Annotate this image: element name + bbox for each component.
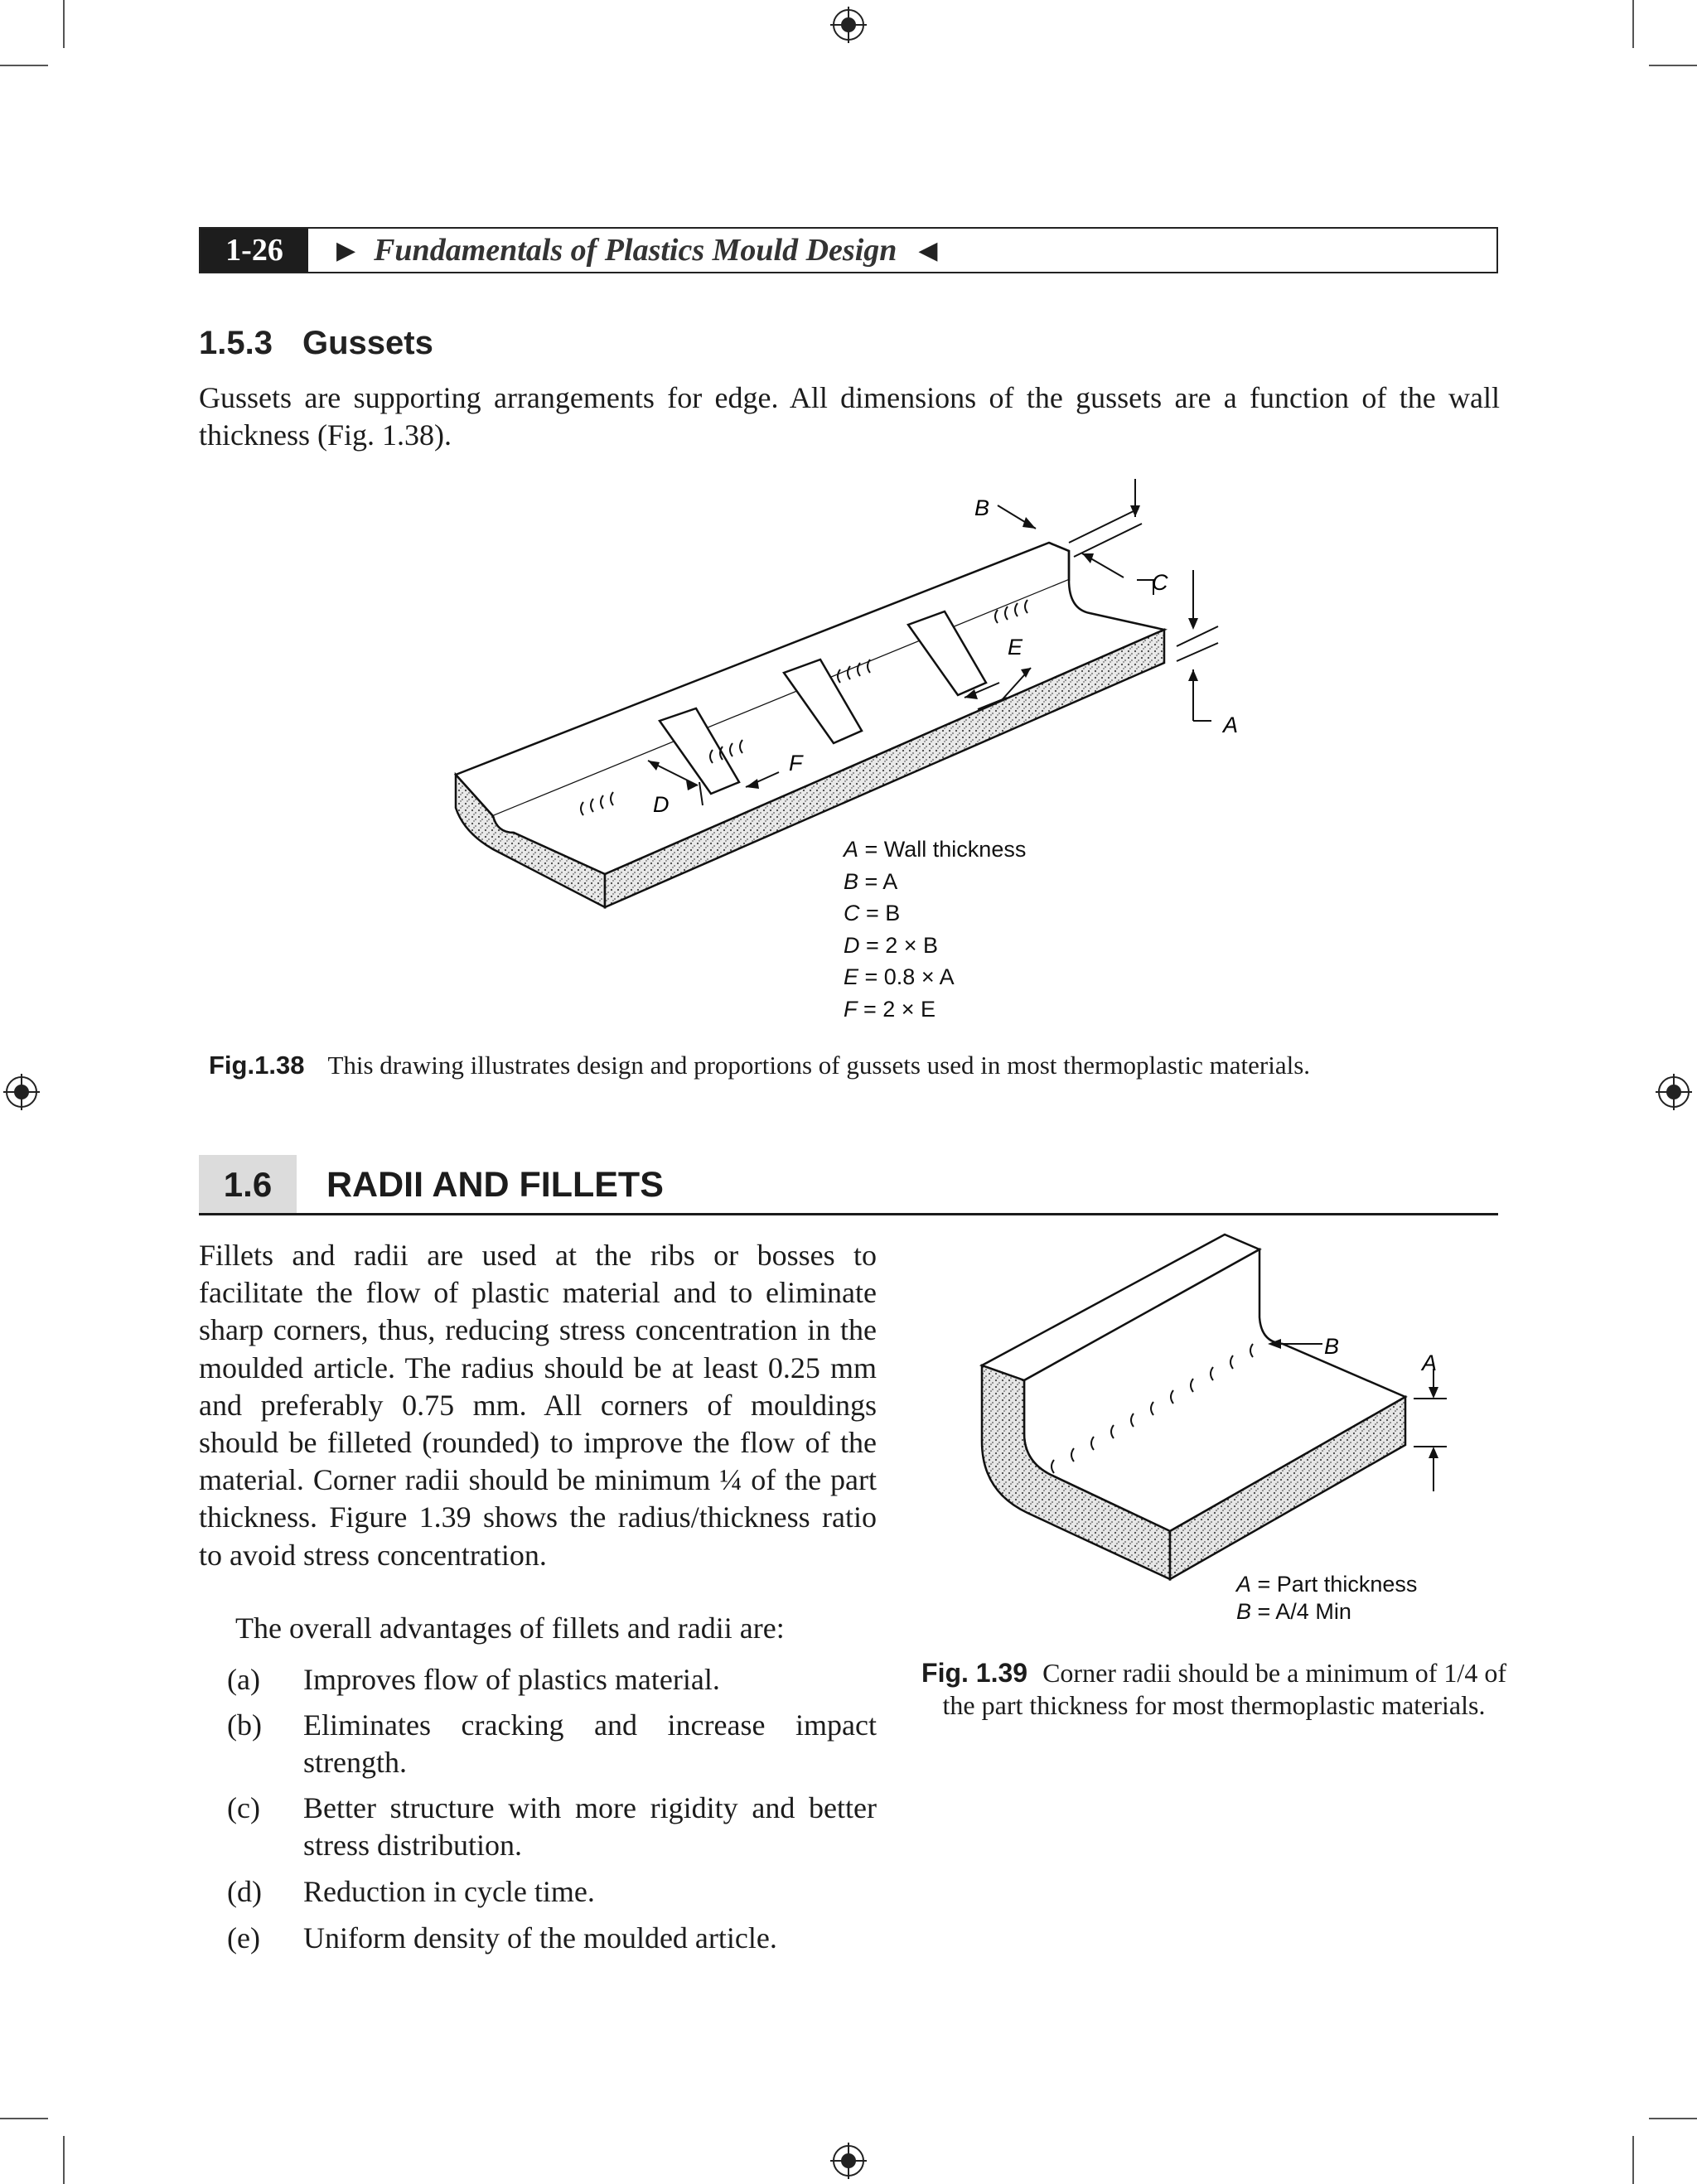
crop-mark [1632,0,1634,48]
caption-text: Corner radii should be a minimum of 1/4 of the part thickness for most thermoplastic materials. [942,1658,1506,1720]
crop-mark [63,2136,65,2184]
section-number: 1.6 [199,1155,297,1215]
subsection-number: 1.5.3 [199,325,273,361]
subsection-title: Gussets [302,325,433,361]
legend-row: C = B [844,901,901,925]
list-item: (b) Eliminates cracking and increase impact strength. [227,1708,877,1779]
figure-caption [920,1657,1508,1722]
crop-mark [1632,2136,1634,2184]
legend-row: E = 0.8 × A [844,964,955,989]
legend-row: F = 2 × E [844,996,936,1022]
section-title: RADII AND FILLETS [326,1164,664,1205]
label-a: A [1422,1351,1438,1375]
legend-row: B = A [844,868,898,894]
subsection-heading [199,325,433,362]
caption-label: Fig.1.38 [209,1051,305,1080]
legend-row: B = A/4 Min [1236,1598,1351,1624]
page-number: 1-26 [201,229,308,272]
advantages-intro: The overall advantages of fillets and radii are: [235,1611,785,1645]
caption-label: Fig. 1.39 [921,1658,1028,1688]
figure-caption [209,1051,1310,1080]
label-c: C [1152,570,1168,595]
legend-row: D = 2 × B [844,932,939,958]
section-rule [199,1213,1498,1215]
crop-mark [1649,65,1697,66]
list-item: (e) Uniform density of the moulded article. [227,1921,777,1954]
registration-mark-icon [3,1074,40,1110]
label-b: B [974,495,990,520]
registration-mark-icon [1656,1074,1692,1110]
triangle-right-icon: ▶ [336,236,356,264]
gusset-legend [844,833,1026,1025]
gussets-paragraph: Gussets are supporting arrangements for edge. All dimensions of the gussets are a function of the wall thickness (Fig. 1.38). [199,381,1500,452]
triangle-left-icon: ◀ [918,236,938,264]
label-d: D [653,792,670,817]
label-a: A [1223,713,1239,737]
list-item: (a) Improves flow of plastics material. [227,1663,720,1696]
label-e: E [1008,635,1023,660]
legend-row: A = Wall thickness [844,837,1027,862]
corner-radius-drawing [969,1226,1467,1616]
crop-mark [0,65,48,66]
crop-mark [63,0,65,48]
label-b: B [1324,1334,1340,1359]
label-f: F [789,751,803,776]
crop-mark [1649,2118,1697,2119]
caption-text: This drawing illustrates design and proportions of gussets used in most thermoplastic materials. [327,1051,1311,1080]
fillets-paragraph: Fillets and radii are used at the ribs or bosses to facilitate the flow of plastic material and to eliminate sharp corners, thus, reducing stress concentration in the moulded article. The radius should be at least 0.25 mm and preferably 0.75 mm. All corners of mouldings should be filleted (rounded) to improve the flow of the material. Corner radii should be minimum ¼ of the part thickness. Figure 1.39 shows the radius/thickness ratio to avoid stress concentration. [199,1239,877,1572]
list-item: (d) Reduction in cycle time. [227,1875,595,1908]
list-item: (c) Better structure with more rigidity and better stress distribution. [227,1791,877,1862]
crop-mark [0,2118,48,2119]
book-title: Fundamentals of Plastics Mould Design [374,233,897,268]
registration-mark-icon [830,7,867,43]
registration-mark-icon [830,2143,867,2179]
legend-row: A = Part thickness [1236,1572,1418,1597]
corner-legend [1236,1571,1417,1625]
running-header [199,227,1498,273]
